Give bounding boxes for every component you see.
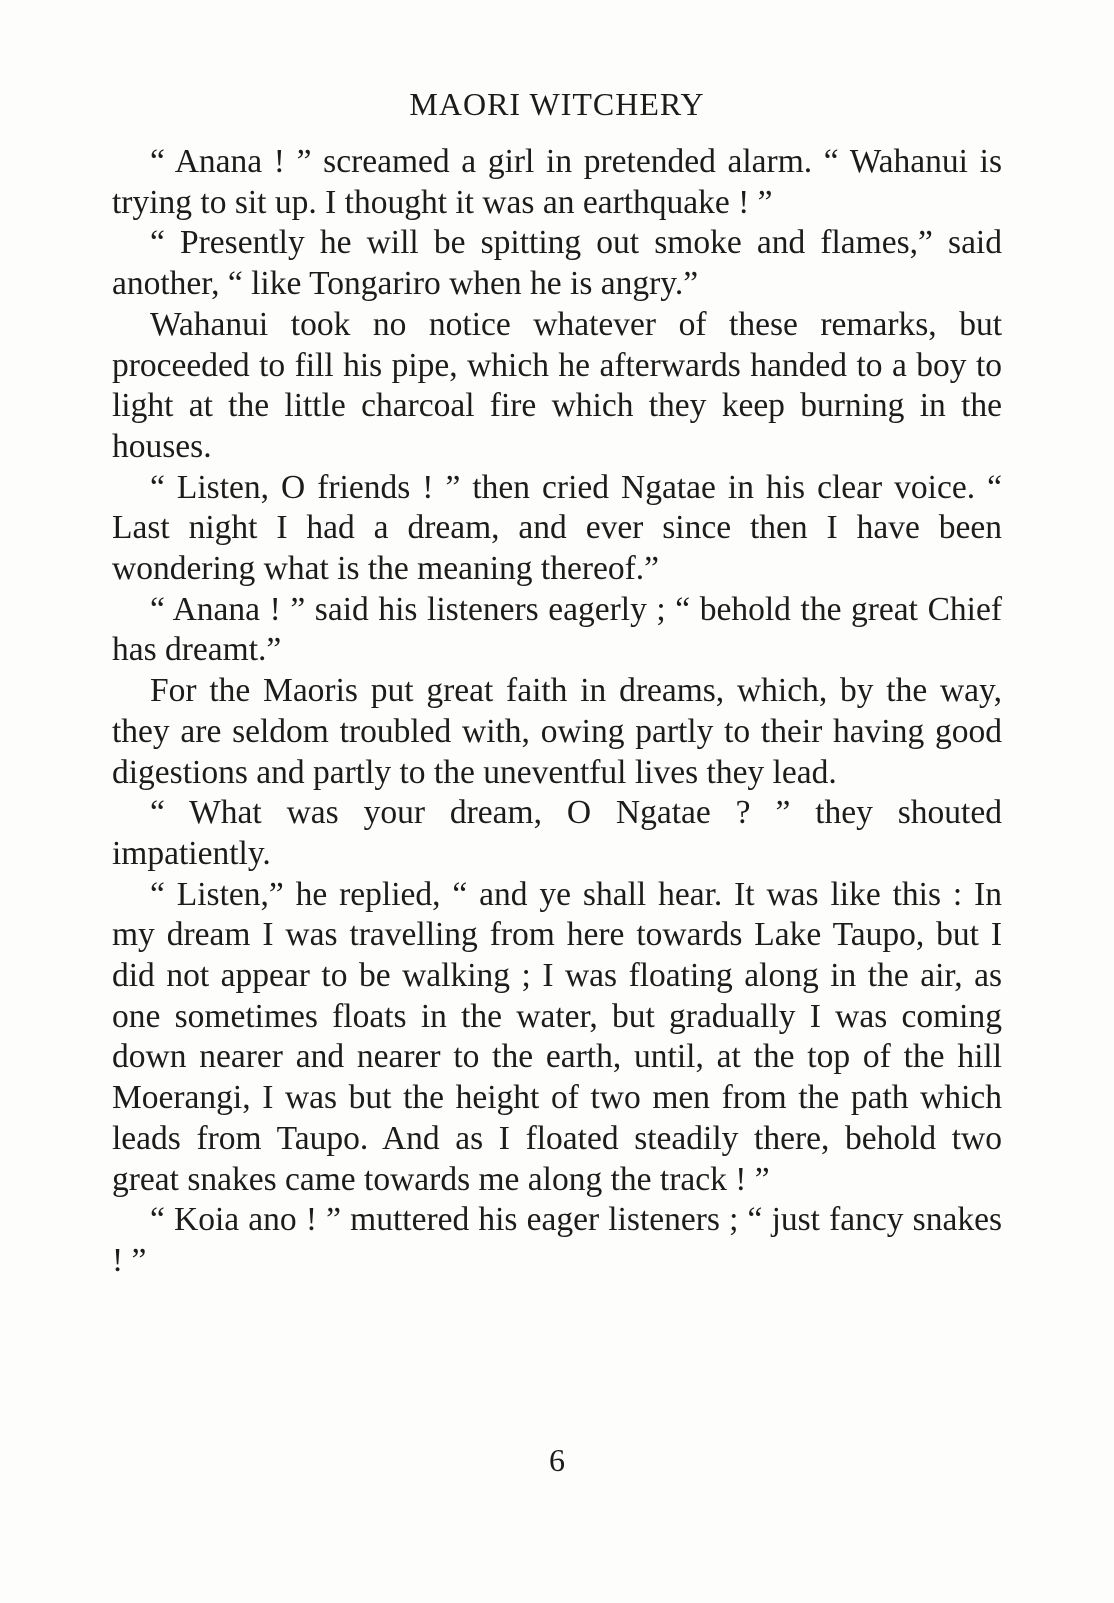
paragraph: “ Listen,” he replied, “ and ye shall hear. It was like this : In my dream I was travelling from here towards Lake Taupo, but I did not appear to be walking ; I was floating along in the air, as one sometimes floats in the water, but gradually I was coming down nearer and nearer to the earth, until, at the top of the hill Moerangi, I was but the height of two men from the path which leads from Taupo. And as I floated steadily there, behold two great snakes came towards me along the track ! ” — [112, 875, 1002, 1198]
running-head: MAORI WITCHERY — [409, 86, 705, 122]
paragraph: “ Anana ! ” said his listeners eagerly ; “ behold the great Chief has dreamt.” — [112, 590, 1002, 669]
body-text — [112, 142, 1002, 1282]
paragraph: “ Listen, O friends ! ” then cried Ngatae in his clear voice. “ Last night I had a dream, and ever since then I have been wondering what is the meaning thereof.” — [112, 468, 1002, 588]
paragraph: “ Koia ano ! ” muttered his eager listeners ; “ just fancy snakes ! ” — [112, 1201, 1002, 1279]
page-number: 6 — [549, 1442, 565, 1478]
paragraph: For the Maoris put great faith in dreams, which, by the way, they are seldom troubled with, owing partly to their having good digestions and partly to the uneventful lives they lead. — [112, 672, 1002, 791]
paragraph: “ Anana ! ” screamed a girl in pretended alarm. “ Wahanui is trying to sit up. I thought it was an earthquake ! ” — [112, 143, 1002, 221]
paragraph: “ What was your dream, O Ngatae ? ” they shouted impatiently. — [112, 794, 1002, 872]
paragraph: Wahanui took no notice whatever of these remarks, but proceeded to fill his pipe, which he afterwards handed to a boy to light at the little charcoal fire which they keep burning in the houses. — [112, 305, 1002, 465]
paragraph: “ Presently he will be spitting out smoke and flames,” said another, “ like Tongariro when he is angry.” — [112, 224, 1002, 303]
